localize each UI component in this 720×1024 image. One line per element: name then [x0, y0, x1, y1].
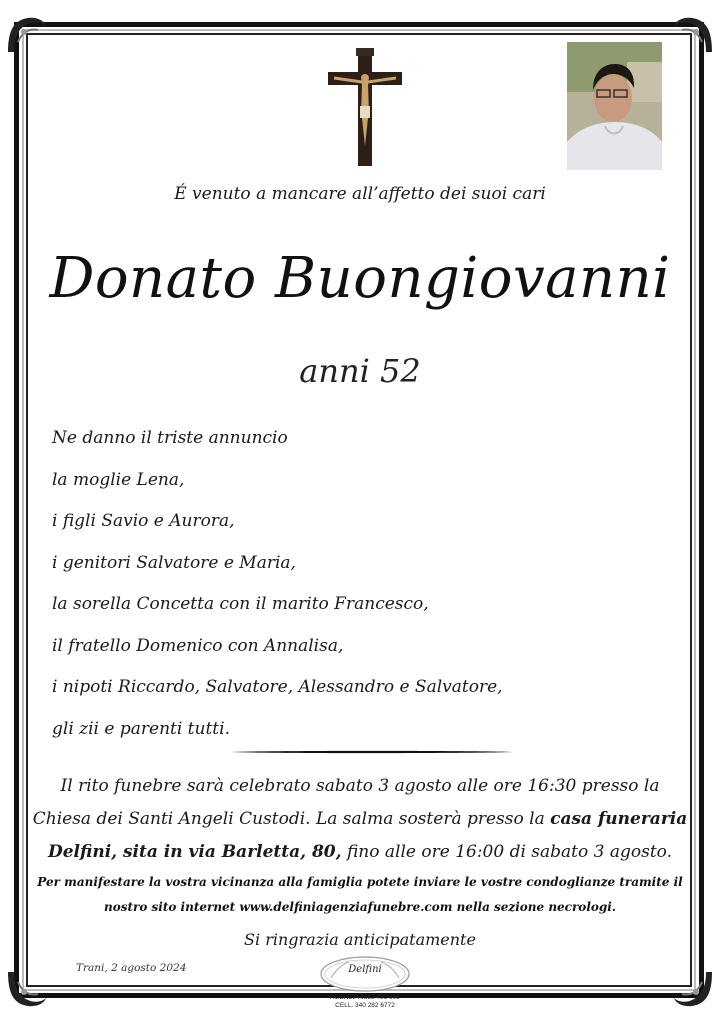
corner-ornament-icon	[4, 12, 50, 58]
corner-ornament-icon	[670, 966, 716, 1012]
portrait-photo	[567, 42, 662, 170]
family-list	[52, 426, 612, 758]
family-line: la moglie Lena,	[52, 469, 185, 490]
family-line: il fratello Domenico con Annalisa,	[52, 635, 344, 656]
date-place: Trani, 2 agosto 2024	[76, 962, 187, 974]
family-line: Ne danno il triste annuncio	[52, 428, 288, 448]
corner-ornament-icon	[670, 12, 716, 58]
agency-contacts	[317, 994, 413, 1010]
deceased-name: Donato Buongiovanni	[49, 246, 671, 311]
family-line: i figli Savio e Aurora,	[52, 511, 235, 531]
rite-text-part1: Il rito funebre sarà celebrato sabato 3 agosto alle ore 16:30 presso la Chiesa dei Santi Angeli Custodi. La salma sosterà presso la	[32, 776, 660, 829]
family-line: i nipoti Riccardo, Salvatore, Alessandro e Salvatore,	[52, 677, 503, 697]
logo-name: Delfini	[348, 964, 382, 975]
corner-ornament-icon	[4, 966, 50, 1012]
agency-logo	[317, 954, 413, 1016]
family-line: i genitori Salvatore e Maria,	[52, 552, 296, 573]
agency-cell: CELL. 340 282 6772	[335, 1002, 395, 1009]
funeral-rite-text	[30, 770, 690, 869]
agency-phone: AGENZIA 0883 481 608	[330, 994, 400, 1001]
rite-text-part2: fino alle ore 16:00 di sabato 3 agosto.	[341, 842, 673, 862]
intro-text: É venuto a mancare all’affetto dei suoi cari	[174, 184, 546, 204]
condolences-text: Per manifestare la vostra vicinanza alla famiglia potete inviare le vostre condoglianze tramite il nostro sito internet www.delfiniagenziafunebre.com nella sezione necrologi.	[37, 875, 683, 914]
divider-line	[232, 750, 514, 754]
funeral-home-text: casa funeraria Delfini, sita in via Barletta, 80,	[47, 809, 688, 862]
family-line: gli zii e parenti tutti.	[52, 718, 230, 739]
thanks-text: Si ringrazia anticipatamente	[244, 930, 476, 949]
deceased-age: anni 52	[299, 352, 421, 390]
crucifix-icon	[326, 48, 404, 168]
family-line: la sorella Concetta con il marito Francesco,	[52, 594, 429, 614]
